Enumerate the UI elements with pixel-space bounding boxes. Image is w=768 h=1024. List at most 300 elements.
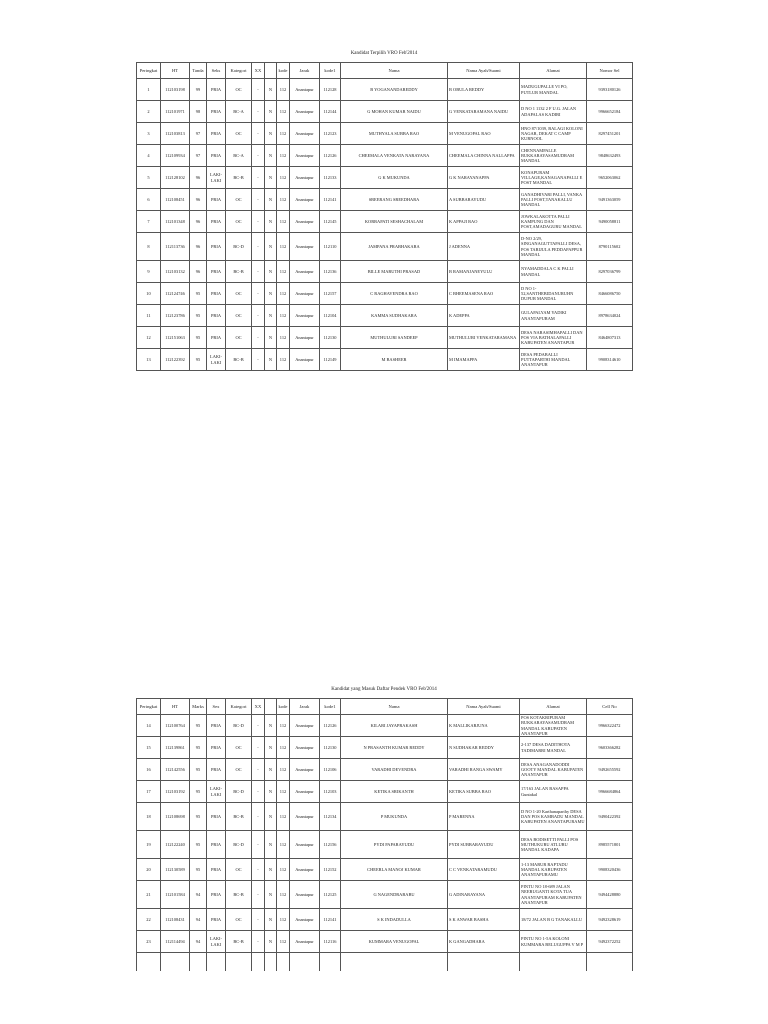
cell-district: Anantapur <box>290 859 320 881</box>
cell-address: POS KOTAKRIPURAM BUKKARAYASAMUDRAM MANDAL KABUPATEN ANANTAPUR <box>520 715 587 737</box>
cell-code1: 112116 <box>320 931 341 953</box>
col-header: Alamat <box>520 63 587 79</box>
cell-name: C RAGHAVENDRA RAO <box>341 283 448 305</box>
cell-marks: 96 <box>190 211 207 233</box>
cell-category: BC-D <box>226 831 252 859</box>
cell-flag: N <box>265 931 277 953</box>
cell-sex: PRIA <box>207 327 226 349</box>
cell-name: P MUKUNDA <box>341 803 448 831</box>
cell-phone: 8466086750 <box>587 283 633 305</box>
empty-cell <box>226 953 252 972</box>
cell-xx: - <box>252 211 265 233</box>
cell-ht: 112100764 <box>161 715 190 737</box>
cell-code: 112 <box>277 305 290 327</box>
cell-ht: 112122392 <box>161 349 190 371</box>
cell-flag: N <box>265 101 277 123</box>
col-header: XX <box>252 63 265 79</box>
cell-category: OC <box>226 759 252 781</box>
table-row <box>137 931 633 953</box>
cell-name: KETIKA SRIKANTH <box>341 781 448 803</box>
cell-marks: 96 <box>190 189 207 211</box>
cell-flag: N <box>265 759 277 781</box>
cell-flag: N <box>265 79 277 101</box>
cell-xx: - <box>252 261 265 283</box>
cell-address: DESA PEDABALLI PUTTAPARTHI MANDAL ANANTAPUR <box>520 349 587 371</box>
shortlist-selected-section <box>136 50 632 371</box>
cell-name: KAMMA SUDHAKARA <box>341 305 448 327</box>
cell-father-name: G K NARAYANAPPA <box>448 167 520 189</box>
cell-district: Anantapur <box>290 909 320 931</box>
cell-code: 112 <box>277 781 290 803</box>
cell-category: OC <box>226 737 252 759</box>
cell-category: OC <box>226 859 252 881</box>
empty-cell <box>137 953 161 972</box>
cell-district: Anantapur <box>290 305 320 327</box>
table-caption: Kandidat Terpilih VRO Feb'2014 <box>350 51 418 56</box>
col-header: kode <box>277 699 290 715</box>
empty-cell <box>448 953 520 972</box>
table-row <box>137 831 633 859</box>
cell-category: OC <box>226 123 252 145</box>
col-header: kode1 <box>320 699 341 715</box>
cell-rank: 20 <box>137 859 161 881</box>
cell-flag: N <box>265 349 277 371</box>
cell-father-name: K APPAJI RAO <box>448 211 520 233</box>
cell-flag: N <box>265 305 277 327</box>
cell-ht: 112108431 <box>161 909 190 931</box>
cell-father-name: PYDI SUBBARAYUDU <box>448 831 520 859</box>
cell-category: BC-B <box>226 349 252 371</box>
cell-name: KORRAPATI SESHACHALAM <box>341 211 448 233</box>
cell-address: DESA NARASIMHAPALLI DAN POS VIA BATHALAPALLI KABUPATEN ANANTAPUR <box>520 327 587 349</box>
cell-father-name: K MALLIKARJUNA <box>448 715 520 737</box>
cell-father-name: A SUBBARAYUDU <box>448 189 520 211</box>
cell-rank: 4 <box>137 145 161 167</box>
cell-rank: 10 <box>137 283 161 305</box>
cell-sex: PRIA <box>207 881 226 909</box>
cell-rank: 7 <box>137 211 161 233</box>
cell-category: OC <box>226 79 252 101</box>
cell-address: GANADHIVARI PALLI, VANKA PALLI POST,TANAKALLU MANDAL <box>520 189 587 211</box>
cell-code: 112 <box>277 283 290 305</box>
cell-district: Anantapur <box>290 261 320 283</box>
cell-district: Anantapur <box>290 781 320 803</box>
cell-code1: 112106 <box>320 759 341 781</box>
cell-phone: 8297036799 <box>587 261 633 283</box>
empty-cell <box>341 953 448 972</box>
cell-xx: - <box>252 145 265 167</box>
cell-ht: 112128102 <box>161 167 190 189</box>
cell-name: MUTHYALA SUBBA RAO <box>341 123 448 145</box>
cell-address: JOWKALAKOTTA PALLI KAMPUNG DAN POST,AMADAGURU MANDAL <box>520 211 587 233</box>
col-header: kode <box>277 63 290 79</box>
cell-rank: 6 <box>137 189 161 211</box>
cell-address: 18/72 JALAN B G TANAKALLU <box>520 909 587 931</box>
cell-xx: - <box>252 781 265 803</box>
cell-phone: 8790115602 <box>587 233 633 261</box>
cell-code1: 112128 <box>320 79 341 101</box>
cell-district: Anantapur <box>290 167 320 189</box>
cell-name: S K INDADULLA <box>341 909 448 931</box>
cell-phone: 9491363059 <box>587 189 633 211</box>
cell-code1: 112104 <box>320 305 341 327</box>
cell-marks: 95 <box>190 803 207 831</box>
cell-father-name: C BHEEMASENA RAO <box>448 283 520 305</box>
cell-marks: 98 <box>190 101 207 123</box>
cell-flag: N <box>265 233 277 261</box>
cell-code1: 112110 <box>320 233 341 261</box>
cell-father-name: P MARENNA <box>448 803 520 831</box>
cell-phone: 9492655592 <box>587 759 633 781</box>
cell-marks: 94 <box>190 931 207 953</box>
cell-marks: 95 <box>190 349 207 371</box>
cell-address: 1-13 MARUR RAPTADU MANDAL KABUPATEN ANANTAPURAMU <box>520 859 587 881</box>
cell-name: SREERANG SREEDHARA <box>341 189 448 211</box>
cell-rank: 19 <box>137 831 161 859</box>
cell-rank: 2 <box>137 101 161 123</box>
cell-code1: 112134 <box>320 803 341 831</box>
cell-category: BC-D <box>226 715 252 737</box>
cell-code: 112 <box>277 859 290 881</box>
cell-xx: - <box>252 715 265 737</box>
cell-sex: PRIA <box>207 831 226 859</box>
cell-marks: 95 <box>190 759 207 781</box>
cell-father-name: K GANGADHARA <box>448 931 520 953</box>
col-header: Nama <box>341 63 448 79</box>
cell-category: BC-A <box>226 101 252 123</box>
cell-sex: LAKI-LAKI <box>207 349 226 371</box>
cell-phone: 9966322472 <box>587 715 633 737</box>
cell-ht: 112109934 <box>161 145 190 167</box>
table-row <box>137 211 633 233</box>
cell-code1: 112126 <box>320 715 341 737</box>
cell-rank: 23 <box>137 931 161 953</box>
cell-ht: 112108698 <box>161 803 190 831</box>
cell-district: Anantapur <box>290 803 320 831</box>
cell-xx: - <box>252 327 265 349</box>
cell-father-name: VARADHI RANGA SWAMY <box>448 759 520 781</box>
cell-flag: N <box>265 211 277 233</box>
cell-rank: 9 <box>137 261 161 283</box>
cell-flag: N <box>265 909 277 931</box>
cell-rank: 22 <box>137 909 161 931</box>
table-row <box>137 79 633 101</box>
cell-father-name: G VENKATARAMANA NAIDU <box>448 101 520 123</box>
cell-ht: 112101348 <box>161 211 190 233</box>
cell-district: Anantapur <box>290 283 320 305</box>
cell-district: Anantapur <box>290 79 320 101</box>
table-row <box>137 145 633 167</box>
cell-ht: 112103813 <box>161 123 190 145</box>
cell-marks: 95 <box>190 859 207 881</box>
cell-flag: N <box>265 167 277 189</box>
cell-marks: 96 <box>190 167 207 189</box>
cell-address: NYAMADDALA C K PALLI MANDAL <box>520 261 587 283</box>
cell-district: Anantapur <box>290 123 320 145</box>
cell-code1: 112130 <box>320 327 341 349</box>
col-header: Nomor Sel <box>587 63 633 79</box>
cell-marks: 95 <box>190 327 207 349</box>
col-header: Peringkat <box>137 699 161 715</box>
cell-district: Anantapur <box>290 211 320 233</box>
cell-phone: 8464807313 <box>587 327 633 349</box>
cell-category: BC-B <box>226 803 252 831</box>
cell-xx: - <box>252 305 265 327</box>
col-header <box>265 63 277 79</box>
cell-marks: 94 <box>190 881 207 909</box>
cell-father-name: J ADENNA <box>448 233 520 261</box>
cell-address: D NO 1 1132 2 F U.G. JALAN ADAPALAS KADIRI <box>520 101 587 123</box>
cell-xx: - <box>252 283 265 305</box>
cell-name: CHEEMALA VENKATA NARAYANA <box>341 145 448 167</box>
cell-phone: 9393180126 <box>587 79 633 101</box>
cell-ht: 112101584 <box>161 881 190 909</box>
cell-district: Anantapur <box>290 327 320 349</box>
cell-code: 112 <box>277 931 290 953</box>
cell-phone: 9966684864 <box>587 781 633 803</box>
cell-sex: LAKI-LAKI <box>207 781 226 803</box>
cell-code: 112 <box>277 715 290 737</box>
cell-rank: 21 <box>137 881 161 909</box>
cell-rank: 17 <box>137 781 161 803</box>
table-row <box>137 327 633 349</box>
cell-code1: 112145 <box>320 211 341 233</box>
cell-rank: 16 <box>137 759 161 781</box>
cell-xx: - <box>252 349 265 371</box>
table-header-row <box>137 699 633 715</box>
cell-xx: - <box>252 881 265 909</box>
cell-father-name: M VENUGOPAL RAO <box>448 123 520 145</box>
cell-code1: 112149 <box>320 349 341 371</box>
table-body <box>137 79 633 371</box>
cell-category: OC <box>226 327 252 349</box>
cell-ht: 112103192 <box>161 781 190 803</box>
cell-address: MADUGUPALLE VI PO, PUTLUR MANDAL <box>520 79 587 101</box>
cell-rank: 8 <box>137 233 161 261</box>
cell-phone: 9908320436 <box>587 859 633 881</box>
empty-cell <box>265 953 277 972</box>
cell-flag: N <box>265 327 277 349</box>
cell-ht: 112124746 <box>161 283 190 305</box>
cell-name: KUMMARA VENUGOPAL <box>341 931 448 953</box>
empty-cell <box>277 953 290 972</box>
cell-name: PYDI PAPARAYUDU <box>341 831 448 859</box>
cell-sex: PRIA <box>207 803 226 831</box>
cell-category: OC <box>226 211 252 233</box>
cell-rank: 11 <box>137 305 161 327</box>
cell-sex: LAKI-LAKI <box>207 931 226 953</box>
table-row <box>137 349 633 371</box>
col-header: Nama Ayah/Suami <box>448 699 520 715</box>
cell-name: G K MUKUNDA <box>341 167 448 189</box>
cell-address: 2-137 DESA DADITHOTA TADIMARRI MANDAL <box>520 737 587 759</box>
cell-father-name: KETIKA SUBBA RAO <box>448 781 520 803</box>
cell-marks: 94 <box>190 909 207 931</box>
cell-code1: 112123 <box>320 123 341 145</box>
cell-category: OC <box>226 305 252 327</box>
cell-marks: 97 <box>190 145 207 167</box>
cell-district: Anantapur <box>290 931 320 953</box>
cell-flag: N <box>265 881 277 909</box>
table-body <box>137 715 633 972</box>
cell-code: 112 <box>277 831 290 859</box>
shortlisted-candidates-table <box>136 698 633 971</box>
cell-xx: - <box>252 803 265 831</box>
col-header: Peringkat <box>137 63 161 79</box>
cell-flag: N <box>265 189 277 211</box>
cell-address: KONAPURAM VILLAGE,KANAGANAPALLI E POST MANDAL <box>520 167 587 189</box>
shortlist-section <box>136 686 632 971</box>
cell-code: 112 <box>277 261 290 283</box>
cell-district: Anantapur <box>290 759 320 781</box>
cell-name: MUTHULURI SANDEEP <box>341 327 448 349</box>
col-header: Marks <box>190 699 207 715</box>
cell-category: OC <box>226 189 252 211</box>
cell-phone: 9848632493 <box>587 145 633 167</box>
empty-cell <box>252 953 265 972</box>
cell-sex: PRIA <box>207 909 226 931</box>
table-row <box>137 305 633 327</box>
cell-name: N PRASANTH KUMAR REDDY <box>341 737 448 759</box>
cell-category: BC-B <box>226 261 252 283</box>
cell-flag: N <box>265 715 277 737</box>
cell-sex: PRIA <box>207 737 226 759</box>
col-header: Nama Ayah/Suami <box>448 63 520 79</box>
cell-address: D NO 1-20 Karthanaparthy DESA DAN POS KAMBADU MANDAL KABUPATEN ANANTAPURAMU <box>520 803 587 831</box>
cell-phone: 8978634024 <box>587 305 633 327</box>
table-row <box>137 859 633 881</box>
cell-code: 112 <box>277 145 290 167</box>
cell-rank: 3 <box>137 123 161 145</box>
cell-flag: N <box>265 283 277 305</box>
cell-code: 112 <box>277 79 290 101</box>
empty-cell <box>587 953 633 972</box>
cell-sex: PRIA <box>207 211 226 233</box>
table-row-continued <box>137 953 633 972</box>
table-row <box>137 233 633 261</box>
cell-code1: 112133 <box>320 167 341 189</box>
cell-flag: N <box>265 831 277 859</box>
cell-father-name: G ADINARAYANA <box>448 881 520 909</box>
cell-xx: - <box>252 831 265 859</box>
cell-sex: PRIA <box>207 759 226 781</box>
cell-district: Anantapur <box>290 101 320 123</box>
cell-father-name: M IMAMAPPA <box>448 349 520 371</box>
cell-flag: N <box>265 145 277 167</box>
cell-code: 112 <box>277 759 290 781</box>
table-row <box>137 881 633 909</box>
cell-sex: PRIA <box>207 283 226 305</box>
cell-code: 112 <box>277 737 290 759</box>
cell-ht: 112142556 <box>161 759 190 781</box>
empty-cell <box>190 953 207 972</box>
cell-category: BC-B <box>226 167 252 189</box>
cell-code: 112 <box>277 233 290 261</box>
table-row <box>137 261 633 283</box>
cell-rank: 14 <box>137 715 161 737</box>
cell-flag: N <box>265 737 277 759</box>
cell-code: 112 <box>277 101 290 123</box>
cell-sex: PRIA <box>207 123 226 145</box>
cell-address: PINTU NO 18-689 JALAN NEERUGANTI KOTA TUA ANANTAPURAM KABUPATEN ANANTAPUR <box>520 881 587 909</box>
cell-sex: PRIA <box>207 305 226 327</box>
col-header: HT <box>161 699 190 715</box>
cell-district: Anantapur <box>290 737 320 759</box>
cell-district: Anantapur <box>290 349 320 371</box>
cell-code: 112 <box>277 167 290 189</box>
cell-code1: 112141 <box>320 909 341 931</box>
empty-cell <box>320 953 341 972</box>
table-row <box>137 715 633 737</box>
table-row <box>137 909 633 931</box>
col-header <box>265 699 277 715</box>
cell-code: 112 <box>277 189 290 211</box>
cell-sex: PRIA <box>207 233 226 261</box>
col-header: Nama <box>341 699 448 715</box>
cell-address: CHENNAMPALLE BUKKARAYASAMUDRAM MANDAL <box>520 145 587 167</box>
cell-address: DESA BODISETTI PALLI POS MUTHUKURU ATLURU MANDAL KADAPA <box>520 831 587 859</box>
cell-father-name: C C VENKATARAMUDU <box>448 859 520 881</box>
cell-sex: PRIA <box>207 261 226 283</box>
cell-xx: - <box>252 737 265 759</box>
cell-ht: 112103198 <box>161 79 190 101</box>
cell-xx: - <box>252 233 265 261</box>
table-header-row <box>137 63 633 79</box>
cell-ht: 112139861 <box>161 737 190 759</box>
cell-code: 112 <box>277 909 290 931</box>
cell-ht: 112101971 <box>161 101 190 123</box>
cell-code1: 112130 <box>320 737 341 759</box>
cell-sex: PRIA <box>207 79 226 101</box>
cell-xx: - <box>252 123 265 145</box>
cell-district: Anantapur <box>290 881 320 909</box>
cell-phone: 8297451201 <box>587 123 633 145</box>
cell-category: BC-B <box>226 881 252 909</box>
cell-sex: PRIA <box>207 715 226 737</box>
cell-ht: 112122240 <box>161 831 190 859</box>
cell-sex: LAKI-LAKI <box>207 167 226 189</box>
cell-marks: 95 <box>190 283 207 305</box>
cell-address: D NO 1-52,SANTHEBIDANURUHN DUPUR MANDAL <box>520 283 587 305</box>
cell-district: Anantapur <box>290 831 320 859</box>
cell-marks: 95 <box>190 305 207 327</box>
cell-name: B YOGANANDAREDDY <box>341 79 448 101</box>
cell-code1: 112156 <box>320 831 341 859</box>
cell-name: JAMPANA PRABHAKARA <box>341 233 448 261</box>
cell-marks: 95 <box>190 737 207 759</box>
cell-code: 112 <box>277 327 290 349</box>
cell-name: VARADHI DEVENDRA <box>341 759 448 781</box>
cell-code1: 112141 <box>320 189 341 211</box>
cell-phone: 9490422392 <box>587 803 633 831</box>
cell-code: 112 <box>277 123 290 145</box>
table-row <box>137 101 633 123</box>
table-row <box>137 167 633 189</box>
cell-phone: 9492328619 <box>587 909 633 931</box>
cell-xx: - <box>252 909 265 931</box>
empty-cell <box>290 953 320 972</box>
table-row <box>137 759 633 781</box>
cell-flag: N <box>265 781 277 803</box>
cell-district: Anantapur <box>290 189 320 211</box>
cell-phone: 9652063062 <box>587 167 633 189</box>
cell-phone: 9908314610 <box>587 349 633 371</box>
empty-cell <box>207 953 226 972</box>
cell-district: Anantapur <box>290 715 320 737</box>
col-header: kode1 <box>320 63 341 79</box>
cell-code1: 112125 <box>320 881 341 909</box>
cell-ht: 112123786 <box>161 305 190 327</box>
